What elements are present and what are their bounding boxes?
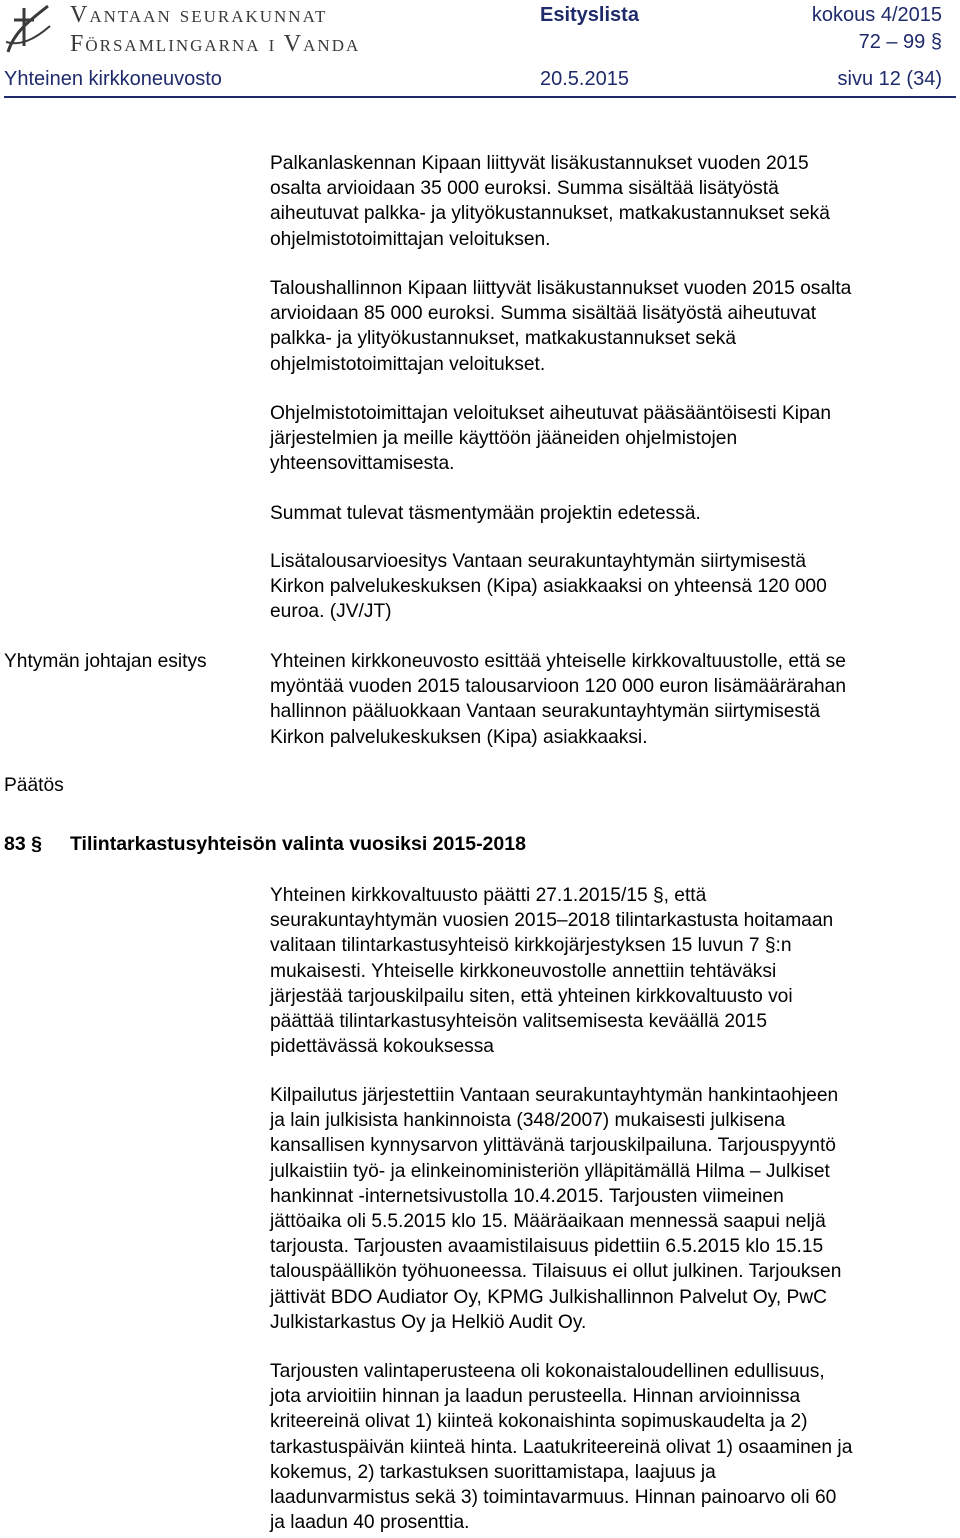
meeting-number: kokous 4/2015 xyxy=(811,4,942,26)
section-title: Tilintarkastusyhteisön valinta vuosiksi 2015-2018 xyxy=(70,833,526,855)
paragraph-payroll-costs: Palkanlaskennan Kipaan liittyvät lisäkustannukset vuoden 2015 osalta arvioidaan 35 000 euroksi. Summa sisältää lisätyöstä aiheutuvat palkka- ja ylityökustannukset, matkakustannukset sekä ohjelmistotoimittajan veloituksen. xyxy=(270,153,830,250)
paragraph-council-decision: Yhteinen kirkkovaltuusto päätti 27.1.2015/15 §, että seurakuntayhtymän vuosien 2015–2018 tilintarkastusta hoitamaan valitaan tilintarkastusyhteisö kirkkojärjestyksen 15 luvun 7 §:n mukaisesti. Yhteiselle kirkkoneuvostolle annettiin tehtäväksi järjestää tarjouskilpailu siten, että yhteinen kirkkovaltuusto voi päättää tilintarkastusyhteisön valitsemisesta keväällä 2015 pidettävässä kokouksessa xyxy=(270,885,834,1058)
paragraph-selection-criteria: Tarjousten valintaperusteena oli kokonaistaloudellinen edullisuus, jota arvioitiin hinnan ja laadun perusteella. Hinnan arvioinnissa kriteereinä olivat 1) kiinteä kokonaishinta sopimuskaudelta ja 2) tarkastuspäivän kiinteä hinta. Laatukriteereinä olivat 1) osaaminen ja kokemus, 2) tarkastuksen suorittamistapa, laajuus ja laadunvarmistus sekä 3) toimintavarmuus. Hinnan painoarvo oli 60 ja laadun 40 prosenttia. xyxy=(270,1361,853,1534)
paragraph-finance-costs: Taloushallinnon Kipaan liittyvät lisäkustannukset vuoden 2015 osalta arvioidaan 85 000 euroksi. Summa sisältää lisätyöstä aiheutuvat palkka- ja ylityökustannukset, matkakustannukset sekä ohjelmistotoimittajan veloitukset. xyxy=(270,278,852,375)
org-name-finnish: Vantaan seurakunnat xyxy=(70,2,328,28)
section-heading xyxy=(4,833,526,856)
paragraph-supplementary-budget: Lisätalousarvioesitys Vantaan seurakuntayhtymän siirtymisestä Kirkon palvelukeskuksen (Kipa) asiakkaaksi on yhteensä 120 000 euroa. (JV/JT) xyxy=(270,551,827,623)
org-name-swedish: Församlingarna i Vanda xyxy=(70,31,361,57)
paragraph-amounts-note: Summat tulevat täsmentymään projektin edetessä. xyxy=(270,503,701,524)
paragraph-tender-process: Kilpailutus järjestettiin Vantaan seurakuntayhtymän hankintaohjeen ja lain julkisista hankinnoista (348/2007) mukaisesti julkisena kansallisen kynnysarvon ylittävänä tarjouskilpailuna. Tarjouspyyntö julkaistiin työ- ja elinkeinoministeriön ylläpitämällä Hilma – Julkiset hankinnat -internetsivustolla 10.4.2015. Tarjousten viimeinen jättöaika oli 5.5.2015 klo 15. Määräaikaan mennessä saapui neljä tarjousta. Tarjousten avaamistilaisuus pidettiin 6.5.2015 klo 15.15 talouspäällikön työhuoneessa. Tilaisuus ei ollut julkinen. Tarjouksen jättivät BDO Audiator Oy, KPMG Julkishallinnon Palvelut Oy, PwC Julkistarkastus Oy ja Helkiö Audit Oy. xyxy=(270,1085,842,1333)
proposal-text: Yhteinen kirkkoneuvosto esittää yhteiselle kirkkovaltuustolle, että se myöntää vuoden 2015 talousarvioon 120 000 euron lisämäärärahan hallinnon pääluokkaan Vantaan seurakuntayhtymän siirtymisestä Kirkon palvelukeskuksen (Kipa) asiakkaaksi. xyxy=(270,651,847,748)
decision-label: Päätös xyxy=(4,775,64,796)
section-range: 72 – 99 § xyxy=(858,31,942,53)
section-number: 83 § xyxy=(4,833,42,855)
meeting-date: 20.5.2015 xyxy=(540,68,629,90)
board-name: Yhteinen kirkkoneuvosto xyxy=(4,68,222,90)
proposal-label: Yhtymän johtajan esitys xyxy=(4,651,207,672)
page-header xyxy=(0,0,960,100)
page-number: sivu 12 (34) xyxy=(837,68,942,90)
document-type: Esityslista xyxy=(540,4,639,26)
header-divider xyxy=(4,96,956,98)
church-cross-logo-icon xyxy=(4,2,52,54)
paragraph-vendor-charges: Ohjelmistotoimittajan veloitukset aiheutuvat pääsääntöisesti Kipan järjestelmien ja meille käyttöön jääneiden ohjelmistojen yhteensovittamisesta. xyxy=(270,403,832,475)
